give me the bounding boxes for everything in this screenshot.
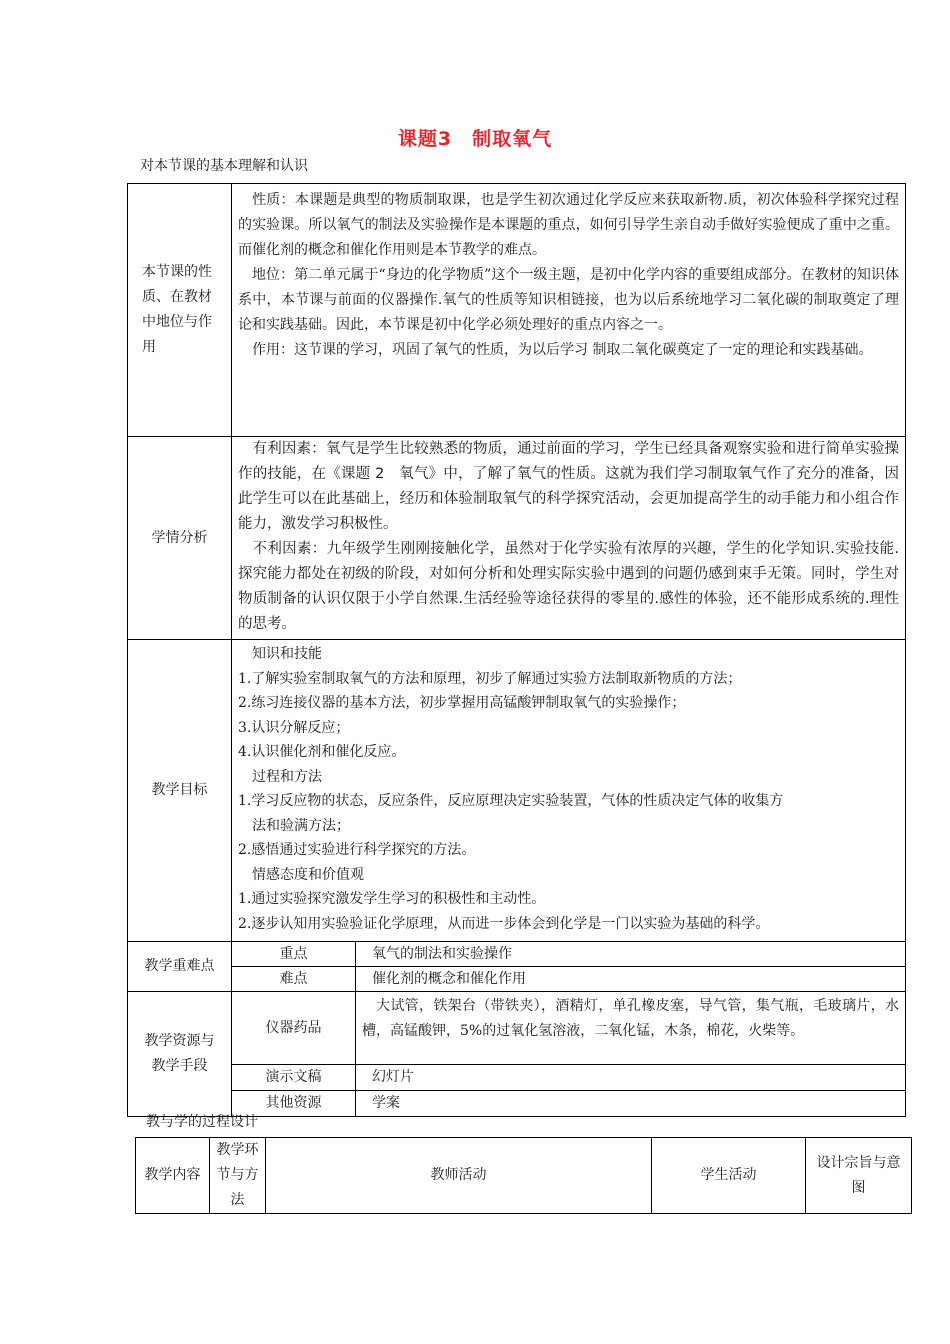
row-label-keypoints: 教学重难点 bbox=[128, 942, 232, 992]
row-label-resources: 教学资源与教学手段 bbox=[128, 992, 232, 1117]
row-label-goals: 教学目标 bbox=[128, 640, 232, 942]
analysis-paragraph-1: 有利因素：氧气是学生比较熟悉的物质，通过前面的学习，学生已经具备观察实验和进行简单实验操作的技能，在《课题 2 氧气》中，了解了氧气的性质。这就为我们学习制取氧气作了充分的准备，因此学生可以在此基础上，经历和体验制取氧气的科学探究活动，会更加提高学生的动手能力和小组合作能力，激发学习积极性。 bbox=[238, 441, 900, 532]
nature-paragraph-3: 作用：这节课的学习，巩固了氧气的性质，为以后学习 制取二氧化碳奠定了一定的理论和实践基础。 bbox=[252, 342, 873, 358]
analysis-paragraph-2: 不利因素：九年级学生刚刚接触化学，虽然对于化学实验有浓厚的兴趣，学生的化学知识.实验技能.探究能力都处在初级的阶段，对如何分析和处理实际实验中遇到的问题仍感到束手无策。同时，学生对物质制备的认识仅限于小学自然课.生活经验等途径获得的零星的.感性的体验，还不能形成系统的.理性的思考。 bbox=[238, 541, 900, 632]
slides-label: 演示文稿 bbox=[232, 1065, 356, 1091]
goal-process-2: 2.感悟通过实验进行科学探究的方法。 bbox=[238, 842, 476, 858]
row-analysis bbox=[128, 437, 906, 640]
goal-knowledge-4: 4.认识催化剂和催化反应。 bbox=[238, 744, 406, 760]
row-instruments bbox=[128, 992, 906, 1065]
header-teacher-activity: 教师活动 bbox=[266, 1138, 652, 1214]
nature-paragraph-1: 性质：本课题是典型的物质制取课，也是学生初次通过化学反应来获取新物.质，初次体验科学探究过程的实验课。所以氧气的制法及实验操作是本课题的重点，如何引导学生亲自动手做好实验便成了重中之重。而催化剂的概念和催化作用则是本节教学的难点。 bbox=[238, 192, 900, 258]
header-content: 教学内容 bbox=[136, 1138, 210, 1214]
row-goals bbox=[128, 640, 906, 942]
page-title: 课题3 制取氧气 bbox=[397, 128, 553, 150]
goal-knowledge-2: 2.练习连接仪器的基本方法，初步掌握用高锰酸钾制取氧气的实验操作； bbox=[238, 695, 686, 711]
goal-process-1: 1.学习反应物的状态，反应条件，反应原理决定实验装置，气体的性质决定气体的收集方 bbox=[238, 793, 784, 809]
section-heading-understanding: 对本节课的基本理解和认识 bbox=[140, 158, 308, 174]
row-slides bbox=[128, 1065, 906, 1091]
row-difficulty bbox=[128, 967, 906, 992]
instruments-text: 大试管，铁架台（带铁夹），酒精灯，单孔橡皮塞，导气管，集气瓶，毛玻璃片，水槽，高锰酸钾，5%的过氧化氢溶液，二氧化锰，木条，棉花，火柴等。 bbox=[362, 998, 900, 1039]
other-resources-label: 其他资源 bbox=[232, 1091, 356, 1117]
instruments-label: 仪器药品 bbox=[232, 992, 356, 1065]
header-design-intent: 设计宗旨与意图 bbox=[806, 1138, 912, 1214]
row-keypoint bbox=[128, 942, 906, 967]
section-heading-process: 教与学的过程设计 bbox=[146, 1114, 258, 1130]
row-label-nature: 本节课的性质、在教材中地位与作用 bbox=[128, 184, 232, 437]
header-student-activity: 学生活动 bbox=[652, 1138, 806, 1214]
instruments-value bbox=[356, 992, 906, 1065]
difficulty-value: 催化剂的概念和催化作用 bbox=[356, 967, 906, 992]
goal-attitude-2: 2.逐步认知用实验验证化学原理，从而进一步体会到化学是一门以实验为基础的科学。 bbox=[238, 915, 770, 932]
goal-process-1-cont: 法和验满方法； bbox=[252, 817, 350, 834]
difficulty-label: 难点 bbox=[232, 967, 356, 992]
nature-paragraph-2: 地位：第二单元属于“身边的化学物质”这个一级主题，是初中化学内容的重要组成部分。在教材的知识体系中，本节课与前面的仪器操作.氧气的性质等知识相链接，也为以后系统地学习二氧化碳的制取奠定了理论和实践基础。因此，本节课是初中化学必须处理好的重点内容之一。 bbox=[238, 267, 900, 333]
slides-value: 幻灯片 bbox=[356, 1065, 906, 1091]
header-method: 教学环节与方法 bbox=[210, 1138, 266, 1214]
goal-attitude-1: 1.通过实验探究激发学生学习的积极性和主动性。 bbox=[238, 891, 546, 907]
goals-heading-process: 过程和方法 bbox=[252, 768, 322, 785]
nature-content bbox=[232, 184, 906, 437]
other-resources-value: 学案 bbox=[356, 1091, 906, 1117]
process-design-table bbox=[135, 1137, 912, 1214]
keypoint-value: 氧气的制法和实验操作 bbox=[356, 942, 906, 967]
goals-heading-attitude: 情感态度和价值观 bbox=[252, 866, 364, 883]
row-nature bbox=[128, 184, 906, 437]
lesson-overview-table bbox=[127, 183, 906, 1117]
goals-content bbox=[232, 640, 906, 942]
goal-knowledge-3: 3.认识分解反应； bbox=[238, 719, 350, 736]
row-label-analysis: 学情分析 bbox=[128, 437, 232, 640]
keypoint-label: 重点 bbox=[232, 942, 356, 967]
goals-heading-knowledge: 知识和技能 bbox=[252, 646, 322, 662]
goal-knowledge-1: 1.了解实验室制取氧气的方法和原理，初步了解通过实验方法制取新物质的方法； bbox=[238, 670, 742, 687]
analysis-content bbox=[232, 437, 906, 640]
